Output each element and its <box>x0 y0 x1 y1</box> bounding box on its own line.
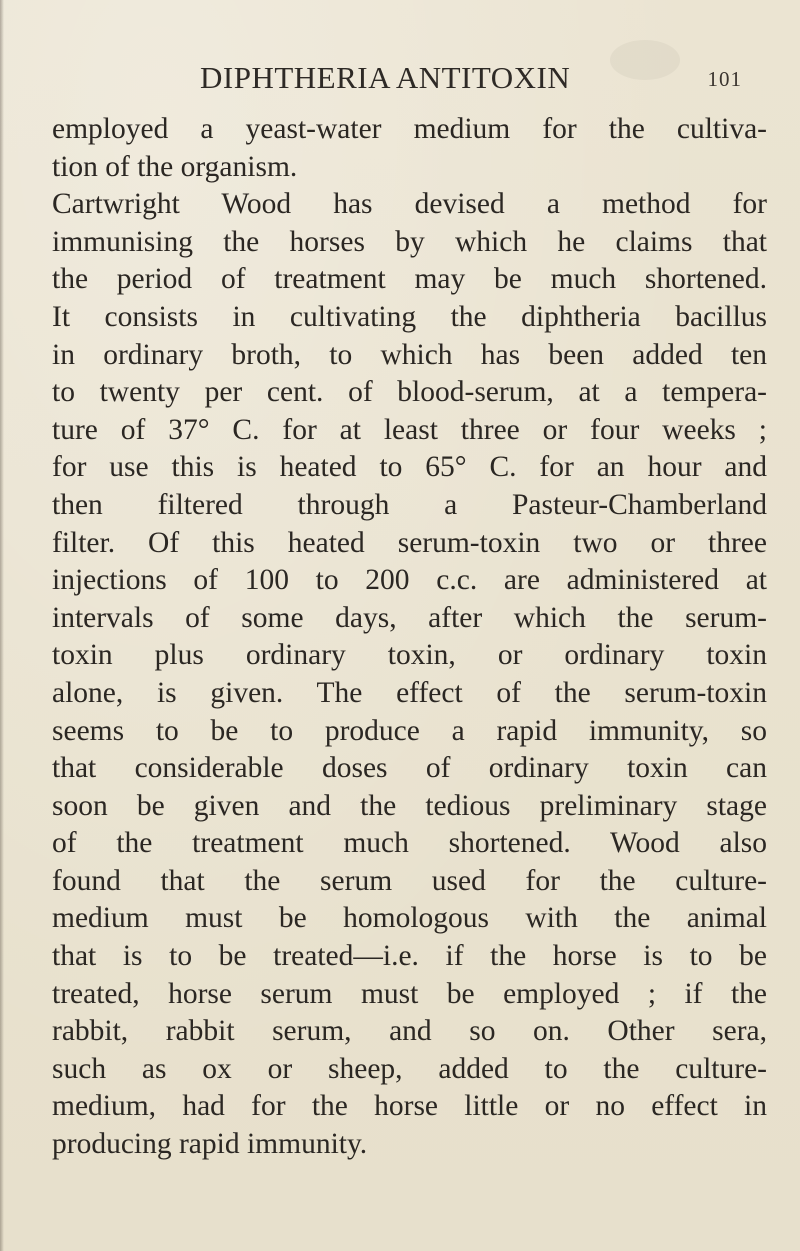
text-line: rabbit, rabbit serum, and so on. Other sera, <box>52 1015 767 1048</box>
text-line: toxin plus ordinary toxin, or ordinary toxin <box>52 639 767 672</box>
body-text <box>52 111 767 1164</box>
text-line: Cartwright Wood has devised a method for <box>52 188 767 221</box>
text-line: intervals of some days, after which the serum- <box>52 601 767 634</box>
text-line: in ordinary broth, to which has been added ten <box>52 338 767 371</box>
text-line: that considerable doses of ordinary toxin can <box>52 752 767 785</box>
text-line: employed a yeast-water medium for the cultiva- <box>52 113 767 145</box>
text-line: injections of 100 to 200 c.c. are administered at <box>52 564 767 597</box>
text-line: such as ox or sheep, added to the culture- <box>52 1052 767 1085</box>
text-line: producing rapid immunity. <box>52 1128 368 1161</box>
text-line: medium must be homologous with the animal <box>52 902 767 935</box>
page-header <box>52 58 752 98</box>
running-title: DIPHTHERIA ANTITOXIN <box>200 60 571 95</box>
text-line: ture of 37° C. for at least three or four weeks ; <box>52 413 767 446</box>
text-line: found that the serum used for the culture- <box>52 864 767 897</box>
text-line: the period of treatment may be much shortened. <box>52 263 767 296</box>
page-gutter-shadow <box>0 0 4 1251</box>
text-line: for use this is heated to 65° C. for an hour and <box>52 451 767 484</box>
text-line: to twenty per cent. of blood-serum, at a tempera- <box>52 376 767 409</box>
text-line: alone, is given. The effect of the serum-toxin <box>52 676 767 709</box>
text-line: seems to be to produce a rapid immunity, so <box>52 714 767 747</box>
text-line: then filtered through a Pasteur-Chamberland <box>52 488 767 521</box>
text-line: that is to be treated—i.e. if the horse is to be <box>52 940 767 973</box>
text-line: soon be given and the tedious preliminary stage <box>52 789 767 822</box>
text-line: medium, had for the horse little or no effect in <box>52 1090 767 1123</box>
text-line: treated, horse serum must be employed ; if the <box>52 977 767 1010</box>
text-line: of the treatment much shortened. Wood also <box>52 827 767 860</box>
text-line: It consists in cultivating the diphtheria bacillus <box>52 300 767 333</box>
page-number: 101 <box>707 67 742 91</box>
text-line: tion of the organism. <box>52 150 298 183</box>
text-line: filter. Of this heated serum-toxin two or three <box>52 526 767 559</box>
text-line: immunising the horses by which he claims that <box>52 225 767 258</box>
